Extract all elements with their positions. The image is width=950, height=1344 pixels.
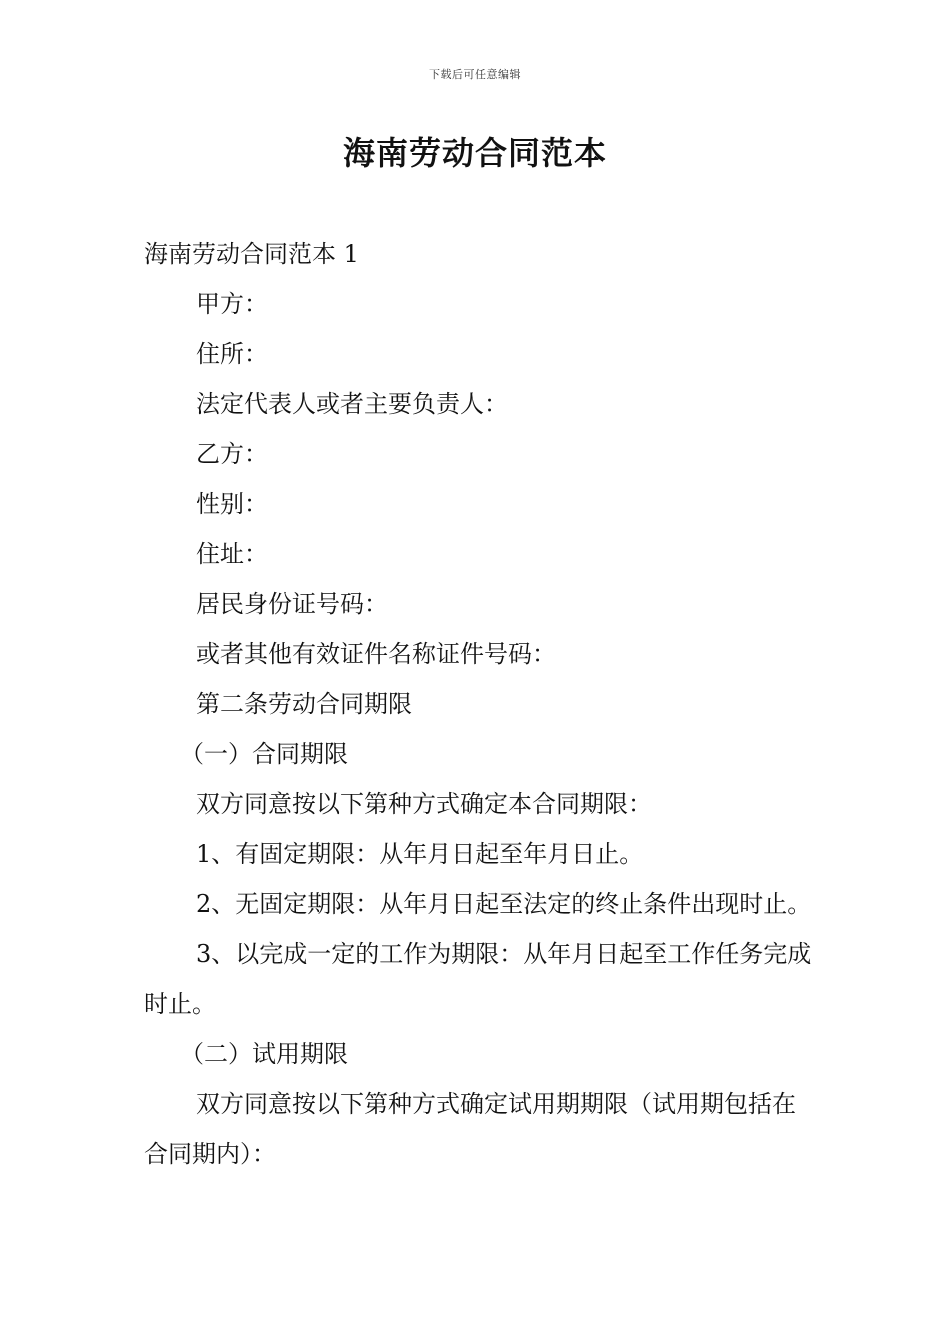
document-title: 海南劳动合同范本 bbox=[342, 134, 607, 172]
fixed-term-option: 1、有固定期限：从年月日起至年月日止。 bbox=[196, 840, 644, 868]
legal-representative-field: 法定代表人或者主要负责人： bbox=[196, 390, 508, 418]
section-heading: 海南劳动合同范本 1 bbox=[144, 240, 359, 268]
task-term-option: 3、以完成一定的工作为期限：从年月日起至工作任务完成时止。 bbox=[144, 940, 812, 1018]
header-note: 下载后可任意编辑 bbox=[429, 68, 521, 81]
term-method-paragraph: 双方同意按以下第种方式确定本合同期限： bbox=[196, 790, 652, 818]
contract-term-subheading: （一）合同期限 bbox=[180, 740, 348, 768]
probation-subheading: （二）试用期限 bbox=[180, 1040, 348, 1068]
gender-field: 性别： bbox=[196, 490, 268, 518]
id-number-field: 居民身份证号码： bbox=[196, 590, 388, 618]
document-body bbox=[144, 229, 814, 1179]
probation-method-paragraph: 双方同意按以下第种方式确定试用期期限（试用期包括在合同期内）： bbox=[144, 1090, 796, 1168]
party-b-field: 乙方： bbox=[196, 440, 268, 468]
other-id-field: 或者其他有效证件名称证件号码： bbox=[196, 640, 556, 668]
residence-field: 住所： bbox=[196, 340, 268, 368]
open-term-option: 2、无固定期限：从年月日起至法定的终止条件出现时止。 bbox=[196, 890, 812, 918]
address-field: 住址： bbox=[196, 540, 268, 568]
party-a-field: 甲方： bbox=[196, 290, 268, 318]
article-two-heading: 第二条劳动合同期限 bbox=[196, 690, 412, 718]
